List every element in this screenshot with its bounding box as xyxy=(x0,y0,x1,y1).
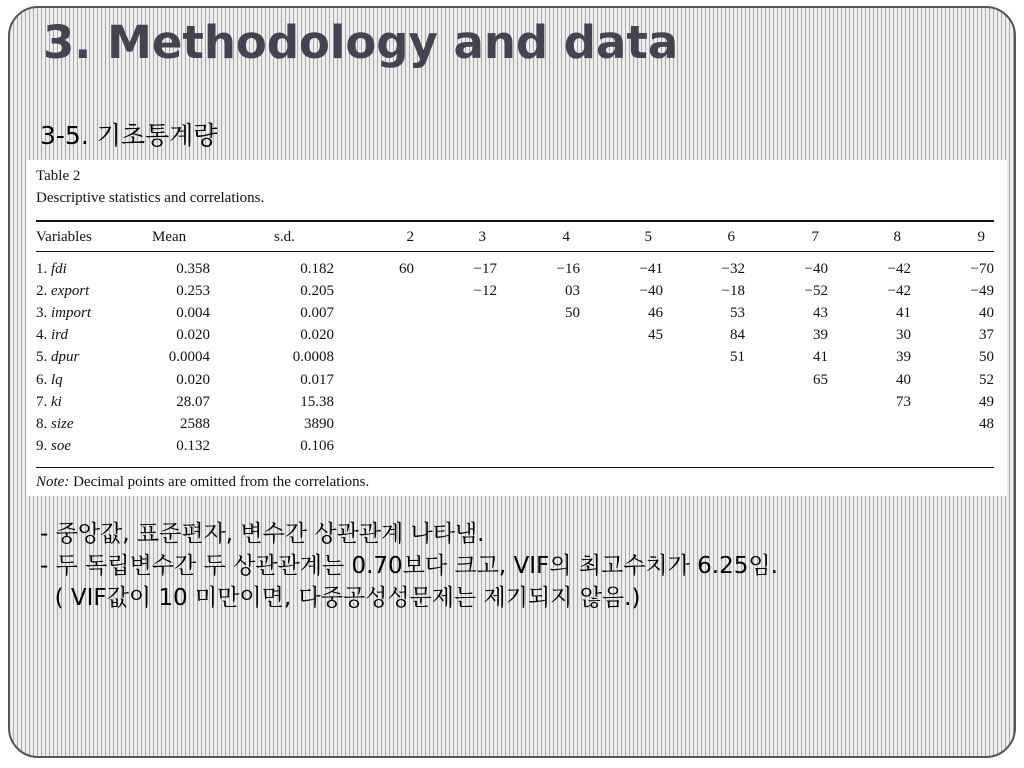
statistics-table-image xyxy=(26,160,1007,496)
slide-subtitle: 3-5. 기초통계량 xyxy=(40,121,218,150)
correlation-cell: 48 xyxy=(979,415,994,432)
table-note xyxy=(36,474,369,491)
sd-cell: 0.0008 xyxy=(292,349,334,366)
variable-name: import xyxy=(51,305,92,322)
correlation-cell: 84 xyxy=(730,327,745,344)
table-row-label xyxy=(36,437,71,455)
table-row-label xyxy=(36,282,89,300)
correlation-cell: 43 xyxy=(813,305,828,322)
table-header-cell: 9 xyxy=(977,229,985,245)
table-row-label xyxy=(36,304,91,322)
variable-name: ki xyxy=(51,393,62,410)
variable-name: export xyxy=(51,283,90,300)
row-number: 4. xyxy=(36,327,48,344)
row-number: 1. xyxy=(36,261,48,277)
sd-cell: 0.182 xyxy=(300,261,334,277)
mean-cell: 0.132 xyxy=(176,437,210,454)
table-header-cell: 4 xyxy=(562,229,570,245)
correlation-cell: −40 xyxy=(639,283,663,300)
correlation-cell: 40 xyxy=(979,305,994,322)
variable-name: ird xyxy=(51,327,68,344)
correlation-cell: −42 xyxy=(887,283,911,300)
bullet-item: - 두 독립변수간 두 상관관계는 0.70보다 크고, VIF의 최고수치가 6.25임. xyxy=(40,553,778,579)
sd-cell: 0.020 xyxy=(300,327,334,344)
row-number: 3. xyxy=(36,305,48,322)
variable-name: lq xyxy=(51,371,63,388)
mean-cell: 0.0004 xyxy=(168,349,210,366)
correlation-cell: 53 xyxy=(730,305,745,322)
table-row-label xyxy=(36,415,74,433)
sd-cell: 0.106 xyxy=(300,437,334,454)
mean-cell: 0.358 xyxy=(176,261,210,277)
correlation-cell: 50 xyxy=(979,349,994,366)
correlation-cell: −49 xyxy=(970,283,994,300)
table-header-cell: 7 xyxy=(811,229,819,245)
correlation-cell: 39 xyxy=(896,349,911,366)
table-caption: Descriptive statistics and correlations. xyxy=(36,190,265,206)
row-number: 2. xyxy=(36,283,48,300)
correlation-cell: −40 xyxy=(804,261,828,277)
mean-cell: 28.07 xyxy=(176,393,210,410)
correlation-cell: −17 xyxy=(473,261,497,277)
correlation-cell: −32 xyxy=(721,261,745,277)
variable-name: fdi xyxy=(51,261,67,277)
mean-cell: 2588 xyxy=(180,415,210,432)
sd-cell: 0.205 xyxy=(300,283,334,300)
table-top-rule xyxy=(36,220,994,222)
variable-name: dpur xyxy=(51,349,80,366)
correlation-cell: 50 xyxy=(565,305,580,322)
table-header-cell: 3 xyxy=(478,229,486,245)
table-header-rule xyxy=(36,251,994,252)
correlation-cell: 60 xyxy=(399,261,414,277)
correlation-cell: 49 xyxy=(979,393,994,410)
mean-cell: 0.253 xyxy=(176,283,210,300)
correlation-cell: −52 xyxy=(804,283,828,300)
correlation-cell: 03 xyxy=(565,283,580,300)
correlation-cell: −41 xyxy=(639,261,663,277)
correlation-cell: 30 xyxy=(896,327,911,344)
table-label: Table 2 xyxy=(36,168,81,184)
table-header-cell: 2 xyxy=(406,229,414,245)
table-header-cell: 5 xyxy=(644,229,652,245)
table-row-label xyxy=(36,260,67,278)
correlation-cell: 73 xyxy=(896,393,911,410)
correlation-cell: −70 xyxy=(970,261,994,277)
correlation-cell: 37 xyxy=(979,327,994,344)
correlation-cell: −42 xyxy=(887,261,911,277)
table-row-label xyxy=(36,393,62,411)
table-row-label xyxy=(36,371,63,389)
correlation-cell: 41 xyxy=(813,349,828,366)
sd-cell: 3890 xyxy=(304,415,334,432)
correlation-cell: 46 xyxy=(648,305,663,322)
correlation-cell: 45 xyxy=(648,327,663,344)
correlation-cell: 41 xyxy=(896,305,911,322)
table-header-cell: 6 xyxy=(727,229,735,245)
table-bottom-rule xyxy=(36,467,994,468)
slide-title: 3. Methodology and data xyxy=(43,16,679,69)
correlation-cell: −16 xyxy=(556,261,580,277)
sd-cell: 0.007 xyxy=(300,305,334,322)
correlation-cell: 39 xyxy=(813,327,828,344)
mean-cell: 0.020 xyxy=(176,327,210,344)
variable-name: soe xyxy=(51,437,71,454)
correlation-cell: 40 xyxy=(896,371,911,388)
slide-background xyxy=(8,6,1016,758)
table-header-cell: s.d. xyxy=(274,229,295,245)
table-header-cell: Mean xyxy=(152,229,187,245)
table-header-cell: Variables xyxy=(36,229,92,245)
table-note-text: Decimal points are omitted from the correlations. xyxy=(69,474,370,490)
row-number: 8. xyxy=(36,415,48,432)
table-header-cell: 8 xyxy=(893,229,901,245)
sd-cell: 15.38 xyxy=(300,393,334,410)
row-number: 5. xyxy=(36,349,48,366)
table-note-label: Note: xyxy=(36,474,70,490)
table-row-label xyxy=(36,326,68,344)
table-row-label xyxy=(36,348,79,366)
bullet-item: - 중앙값, 표준편자, 변수간 상관관계 나타냄. xyxy=(40,521,485,547)
row-number: 6. xyxy=(36,371,48,388)
mean-cell: 0.004 xyxy=(176,305,210,322)
bullet-list xyxy=(40,518,778,614)
variable-name: size xyxy=(51,415,74,432)
correlation-cell: 51 xyxy=(730,349,745,366)
sd-cell: 0.017 xyxy=(300,371,334,388)
correlation-cell: 65 xyxy=(813,371,828,388)
row-number: 9. xyxy=(36,437,48,454)
bullet-item: ( VIF값이 10 미만이면, 다중공성성문제는 제기되지 않음.) xyxy=(40,585,641,611)
correlation-cell: 52 xyxy=(979,371,994,388)
mean-cell: 0.020 xyxy=(176,371,210,388)
correlation-cell: −12 xyxy=(473,283,497,300)
row-number: 7. xyxy=(36,393,48,410)
correlation-cell: −18 xyxy=(721,283,745,300)
